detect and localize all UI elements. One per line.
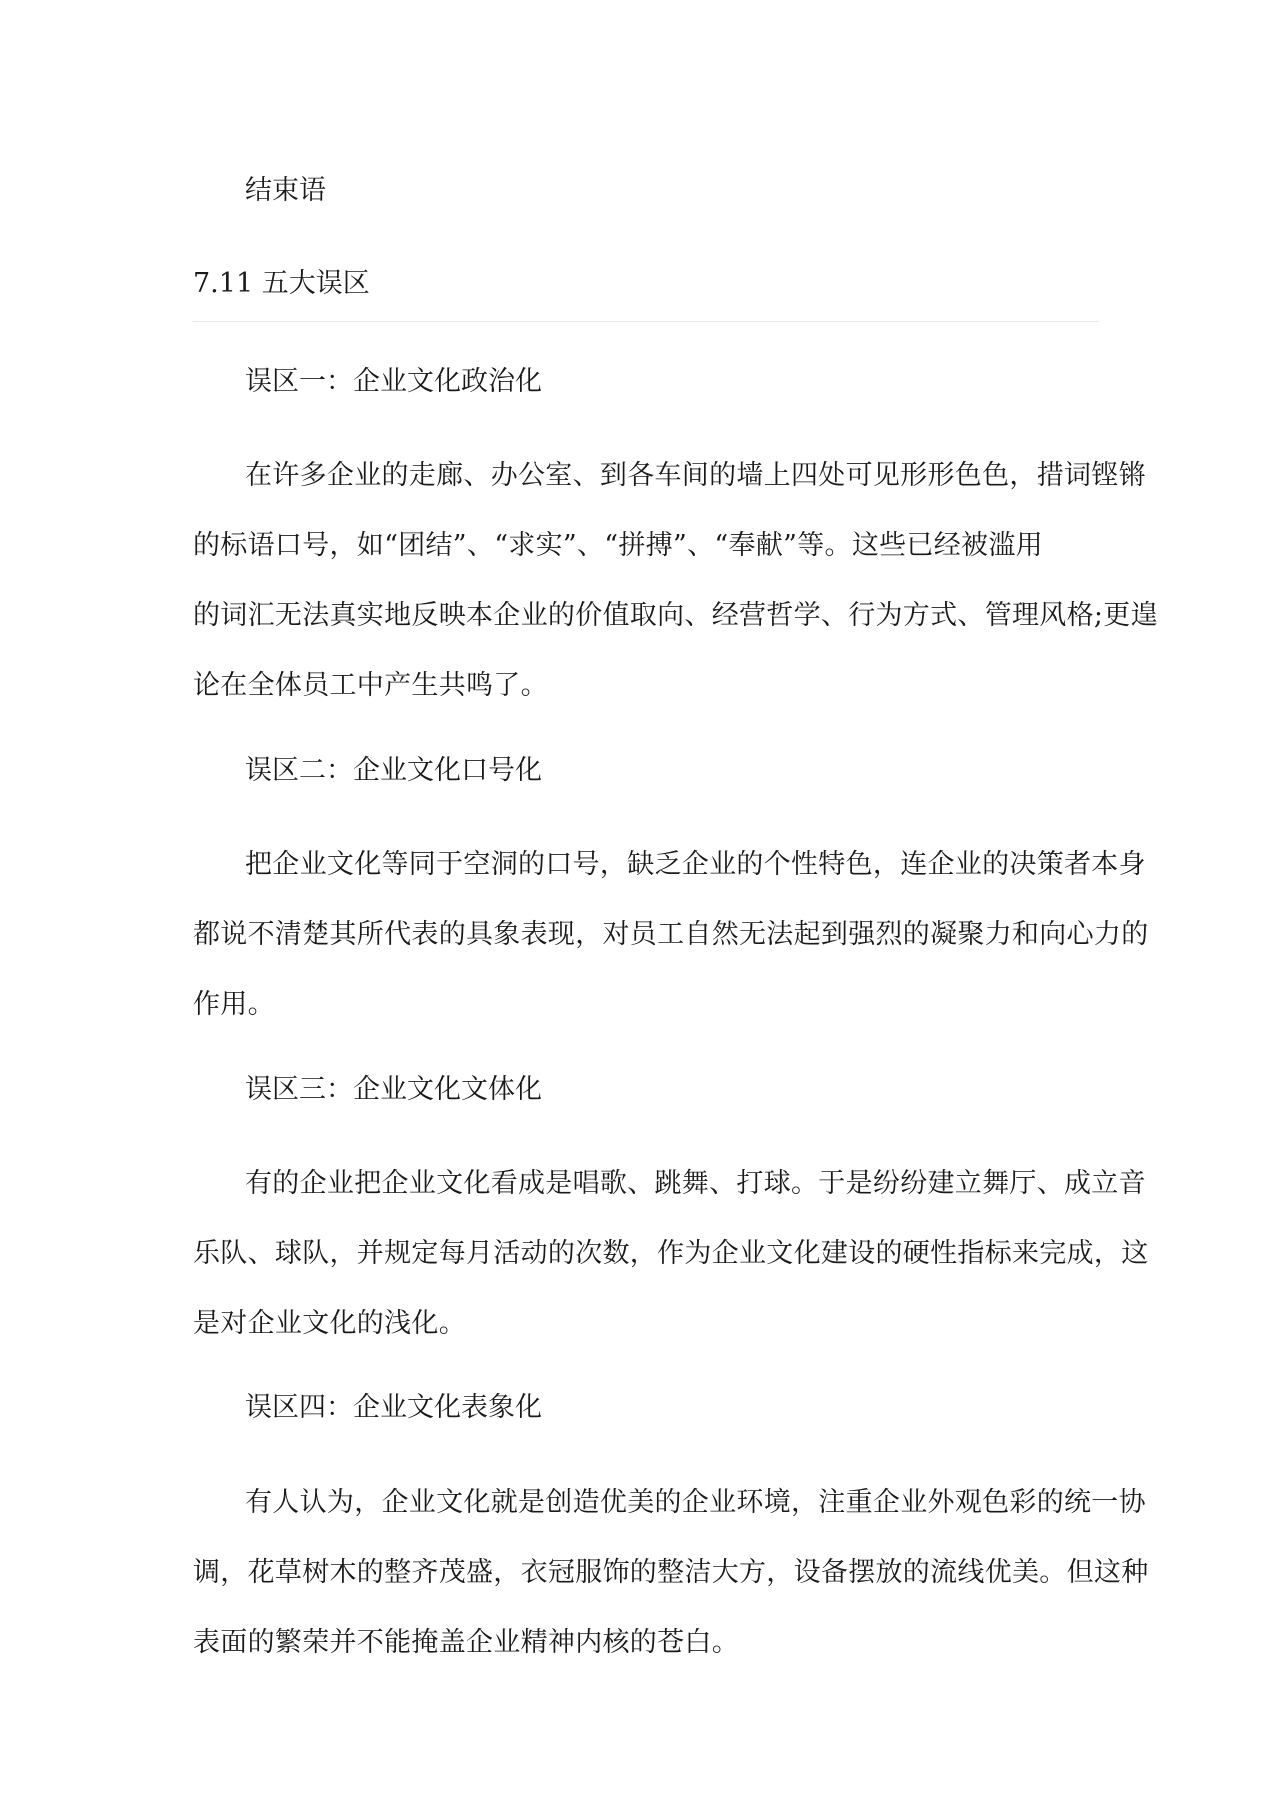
paragraph-line: 是对企业文化的浅化。 (193, 1308, 466, 1339)
paragraph-line: 有人认为，企业文化就是创造优美的企业环境，注重企业外观色彩的统一协 (245, 1487, 1146, 1518)
item-paragraph (193, 459, 1158, 739)
section-title: 7.11 五大误区 (193, 268, 370, 299)
paragraph-line: 的标语口号，如“团结”、“求实”、“拼搏”、“奉献”等。这些已经被滥用 (193, 530, 1043, 561)
item-heading: 误区三：企业文化文体化 (245, 1074, 542, 1105)
paragraph-line: 都说不清楚其所代表的具象表现，对员工自然无法起到强烈的凝聚力和向心力的 (193, 919, 1149, 950)
item-paragraph (193, 848, 1149, 1058)
paragraph-line: 乐队、球队，并规定每月活动的次数，作为企业文化建设的硬性指标来完成，这 (193, 1238, 1149, 1269)
paragraph-line: 论在全体员工中产生共鸣了。 (193, 670, 548, 701)
paragraph-line: 表面的繁荣并不能掩盖企业精神内核的苍白。 (193, 1627, 739, 1658)
item-paragraph (193, 1167, 1149, 1377)
closing-heading: 结束语 (245, 175, 326, 206)
item-heading: 误区一：企业文化政治化 (245, 366, 542, 397)
paragraph-line: 把企业文化等同于空洞的口号，缺乏企业的个性特色，连企业的决策者本身 (245, 849, 1146, 880)
section-divider (193, 321, 1098, 322)
item-heading: 误区二：企业文化口号化 (245, 755, 542, 786)
paragraph-line: 有的企业把企业文化看成是唱歌、跳舞、打球。于是纷纷建立舞厅、成立音 (245, 1168, 1146, 1199)
paragraph-line: 作用。 (193, 989, 275, 1020)
paragraph-line: 的词汇无法真实地反映本企业的价值取向、经营哲学、行为方式、管理风格;更遑 (193, 600, 1158, 631)
item-heading: 误区四：企业文化表象化 (245, 1392, 542, 1423)
paragraph-line: 调，花草树木的整齐茂盛，衣冠服饰的整洁大方，设备摆放的流线优美。但这种 (193, 1557, 1149, 1588)
paragraph-line: 在许多企业的走廊、办公室、到各车间的墙上四处可见形形色色，措词铿锵 (245, 460, 1146, 491)
item-paragraph (193, 1486, 1149, 1696)
